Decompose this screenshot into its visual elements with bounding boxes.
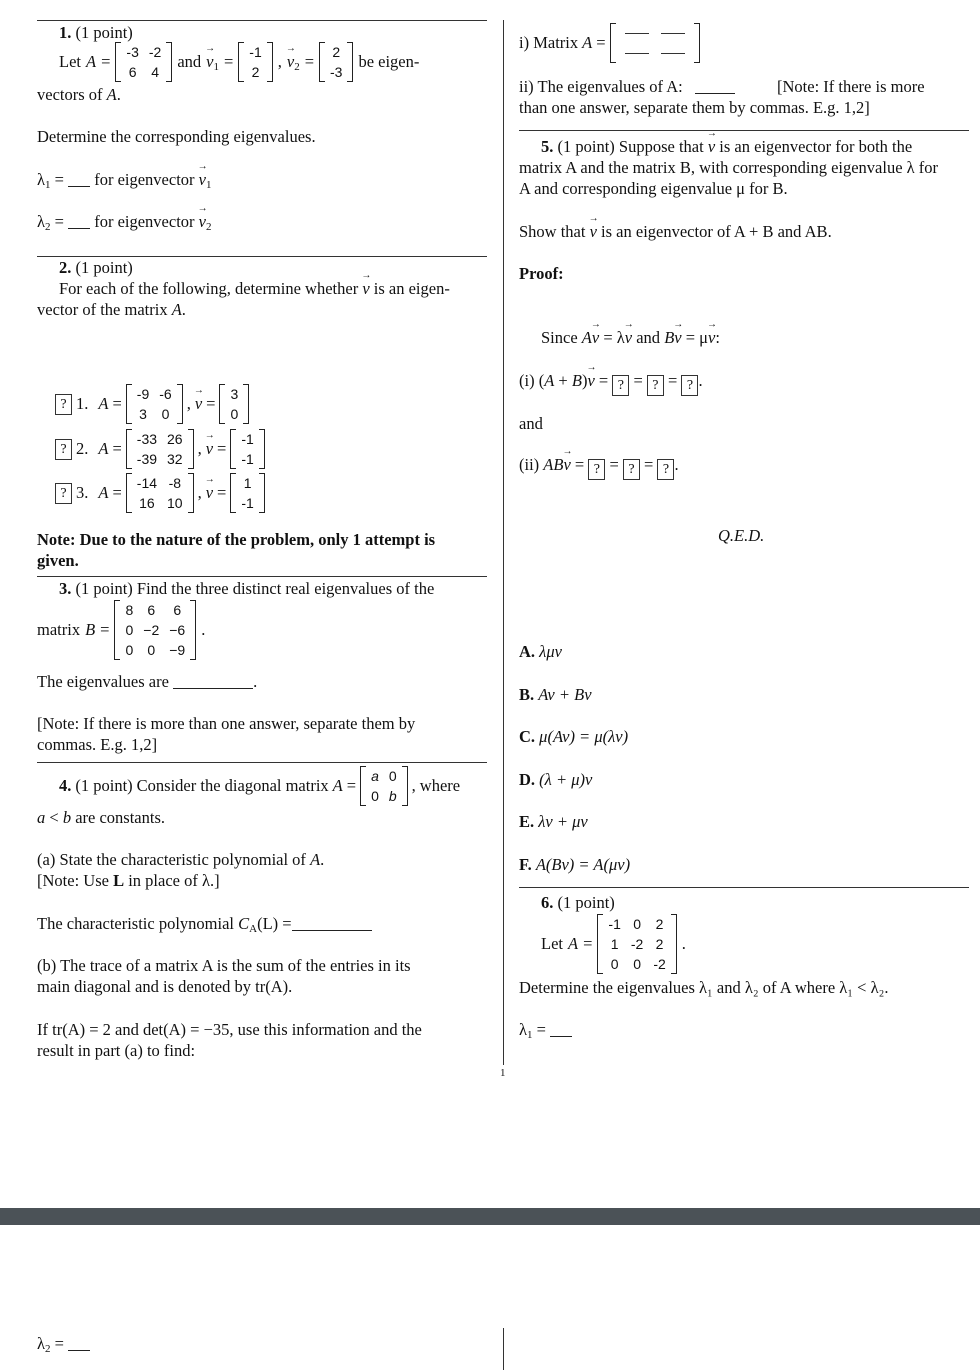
divider — [37, 762, 487, 763]
option-item: B. Av + Bv — [519, 685, 592, 704]
part-a-label: (a) State the characteristic polynomial of A. — [37, 850, 325, 869]
answer-select-box[interactable]: ? — [55, 483, 72, 504]
matrix-entry-input[interactable] — [661, 53, 685, 54]
matrix-B: 8 6 6 0 −2 −6 0 0 −9 — [114, 600, 196, 660]
page-number: 1 — [500, 1067, 506, 1079]
part-b-text-cont: main diagonal and is denoted by tr(A). — [37, 977, 293, 996]
problem-5-show: Show that → v is an eigenvector of A + B and AB. — [519, 222, 832, 242]
eigenvalues-answer-row: The eigenvalues are . — [37, 672, 258, 691]
matrix-entry-input[interactable] — [625, 53, 649, 54]
option-item: C. μ(Av) = μ(λv) — [519, 727, 629, 746]
problem-5-text: matrix A and the matrix B, with corresponding eigenvalue λ for — [519, 158, 939, 177]
problem-3-header: 3. (1 point) Find the three distinct real eigenvalues of the — [59, 579, 435, 598]
part-b-condition: If tr(A) = 2 and det(A) = −35, use this information and the — [37, 1020, 422, 1039]
proof-blank[interactable]: ? — [623, 459, 640, 480]
proof-step-i: (i) (A + B)→ v = ? = ? = ? . — [519, 371, 703, 396]
matrix-A-input-grid — [610, 23, 700, 63]
matrix-A: -3 -2 6 4 — [115, 42, 172, 82]
proof-blank[interactable]: ? — [588, 459, 605, 480]
item-matrix: -14 -8 16 10 — [126, 473, 194, 513]
column-divider — [503, 20, 504, 1065]
part-b-text: (b) The trace of a matrix A is the sum of the entries in its — [37, 956, 411, 975]
matrix-B-row: matrix B = 8 6 6 0 −2 −6 0 0 −9 . — [37, 602, 206, 658]
option-item: E. λv + μv — [519, 812, 588, 831]
item-vector: -1 -1 — [230, 429, 264, 469]
charpoly-input[interactable] — [292, 930, 372, 931]
matrix-A-answer-row: i) Matrix A = — [519, 22, 700, 64]
problem-2-continuation: vector of the matrix A. — [37, 300, 186, 319]
problem-1-header: 1. (1 point) — [59, 23, 133, 42]
divider — [37, 576, 487, 577]
charpoly-answer-row: The characteristic polynomial $C_A(L)$ = — [37, 914, 372, 935]
column-divider — [503, 1328, 504, 1370]
problem-3-note-cont: commas. E.g. 1,2] — [37, 735, 158, 754]
proof-and: and — [519, 414, 543, 433]
eigenvalues-of-A-row: ii) The eigenvalues of A: [Note: If there is more — [519, 77, 925, 96]
eigenvalues-input[interactable] — [173, 688, 253, 689]
item-matrix: -33 26 -39 32 — [126, 429, 194, 469]
proof-blank[interactable]: ? — [647, 375, 664, 396]
answer-select-box[interactable]: ? — [55, 439, 72, 460]
vector-v2: 2 -3 — [319, 42, 353, 82]
lambda2-answer-row: $\lambda_2$ = for eigenvector → $v_2$ — [37, 212, 211, 233]
lambda2-input[interactable] — [68, 228, 90, 229]
item-vector: 3 0 — [219, 384, 249, 424]
problem-2-item: ? 2. A = -33 26 -39 32 , → v = -1 -1 — [55, 428, 265, 470]
proof-blank[interactable]: ? — [681, 375, 698, 396]
p6-lambda2-input[interactable] — [68, 1350, 90, 1351]
problem-2-statement: For each of the following, determine whether → v is an eigen- — [59, 279, 450, 299]
item-vector: 1 -1 — [230, 473, 264, 513]
p6-lambda2-row: $\lambda_2$ = — [37, 1334, 90, 1355]
part-b-condition-cont: result in part (a) to find: — [37, 1041, 196, 1060]
option-item: F. A(Bv) = A(μv) — [519, 855, 631, 874]
diagonal-matrix: a 0 0 b — [360, 766, 408, 806]
p6-lambda1-row: $\lambda_1$ = — [519, 1020, 572, 1041]
option-item: A. λμv — [519, 642, 562, 661]
part-a-note: [Note: Use L in place of λ.] — [37, 871, 220, 890]
page-separator-bar — [0, 1208, 980, 1225]
proof-label: Proof: — [519, 264, 564, 283]
divider — [37, 256, 487, 257]
proof-blank[interactable]: ? — [612, 375, 629, 396]
matrix-entry-input[interactable] — [661, 33, 685, 34]
answer-select-box[interactable]: ? — [55, 394, 72, 415]
vector-v1: -1 2 — [238, 42, 272, 82]
qed-label: Q.E.D. — [718, 526, 765, 545]
problem-1-continuation: vectors of A. — [37, 85, 121, 104]
matrix-A-3x3: -1 0 2 1 -2 2 0 0 -2 — [597, 914, 676, 974]
divider — [519, 887, 969, 888]
problem-2-note: Note: Due to the nature of the problem, only 1 attempt is — [37, 530, 436, 549]
problem-6-header: 6. (1 point) — [541, 893, 615, 912]
problem-1-instruction: Determine the corresponding eigenvalues. — [37, 127, 316, 146]
problem-5-header: 5. (1 point) Suppose that → v is an eigenvector for both the — [541, 137, 912, 157]
divider — [519, 130, 969, 131]
problem-4-header: 4. (1 point) Consider the diagonal matrix A = a 0 0 b , where — [59, 768, 461, 804]
eigenvalues-note-cont: than one answer, separate them by commas. E.g. 1,2] — [519, 98, 870, 117]
problem-2-note-cont: given. — [37, 551, 79, 570]
problem-6-matrix-row: Let A = -1 0 2 1 -2 2 0 0 -2 . — [541, 916, 686, 972]
problem-4-constants: a < b are constants. — [37, 808, 165, 827]
problem-3-note: [Note: If there is more than one answer, separate them by — [37, 714, 416, 733]
lambda1-answer-row: $\lambda_1$ = for eigenvector → $v_1$ — [37, 170, 211, 191]
proof-step-ii: (ii) AB→ v = ? = ? = ? . — [519, 455, 679, 480]
matrix-entry-input[interactable] — [625, 33, 649, 34]
problem-2-item: ? 3. A = -14 -8 16 10 , → v = 1 -1 — [55, 472, 265, 514]
proof-blank[interactable]: ? — [657, 459, 674, 480]
eigenvalues-of-A-input[interactable] — [695, 93, 735, 94]
problem-5-text-cont: A and corresponding eigenvalue μ for B. — [519, 179, 788, 198]
divider — [37, 20, 487, 21]
problem-6-instruction: Determine the eigenvalues λ₁ and λ₂ of A where λ₁ < λ₂. — [519, 978, 889, 997]
item-matrix: -9 -6 3 0 — [126, 384, 183, 424]
problem-2-item: ? 1. A = -9 -6 3 0 , → v = 3 0 — [55, 383, 249, 425]
p6-lambda1-input[interactable] — [550, 1036, 572, 1037]
problem-2-header: 2. (1 point) — [59, 258, 133, 277]
proof-since: Since A→ v = λ→ v and B→ v = μ→ v: — [541, 328, 720, 348]
lambda1-input[interactable] — [68, 186, 90, 187]
problem-1-statement: Let A = -3 -2 6 4 and → $v_1$ = -1 2 , → $v_2$ = 2 -3 be eigen- — [59, 42, 419, 82]
option-item: D. (λ + μ)v — [519, 770, 593, 789]
